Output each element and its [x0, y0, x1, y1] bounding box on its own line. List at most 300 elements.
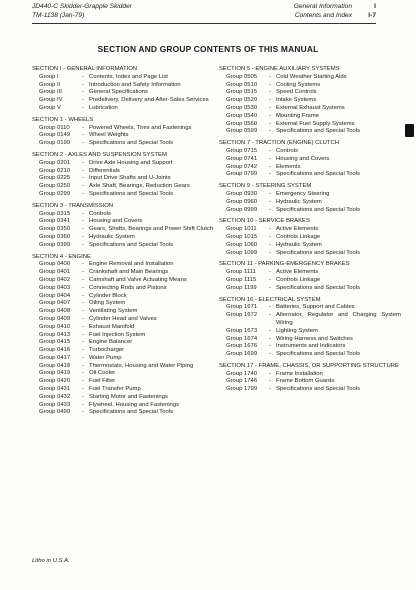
- group-entry: [32, 191, 214, 199]
- contents-line: Contents and Index: [294, 11, 352, 19]
- model-line: JD440-C Skidder-Grapple Skidder: [32, 3, 132, 10]
- group-entry: [219, 121, 401, 129]
- group-code: Group 0416: [39, 347, 71, 354]
- group-description: Thermostats, Housing and Water Piping: [89, 362, 194, 369]
- separator-dash: -: [82, 401, 84, 408]
- group-code: Group I: [39, 73, 59, 80]
- separator-dash: -: [269, 351, 271, 358]
- group-entry: [219, 269, 401, 277]
- group-description: Hydraulic System: [276, 241, 322, 248]
- section-block: [219, 297, 401, 359]
- group-entry: [32, 183, 214, 191]
- group-code: Group 0742: [226, 163, 258, 170]
- group-description: Specifications and Special Tools: [276, 128, 361, 135]
- group-description: Oiling System: [89, 300, 126, 307]
- separator-dash: -: [269, 327, 271, 334]
- group-code: Group 1740: [226, 370, 258, 377]
- group-code: Group 0431: [39, 386, 71, 393]
- separator-dash: -: [82, 284, 84, 291]
- group-code: Group IV: [39, 97, 63, 104]
- page-title: SECTION AND GROUP CONTENTS OF THIS MANUAL: [97, 44, 319, 54]
- group-description: Fuel Injection System: [89, 331, 146, 338]
- group-code: Group 0520: [226, 97, 258, 104]
- separator-dash: -: [269, 241, 271, 248]
- separator-dash: -: [269, 97, 271, 104]
- group-description: Specifications and Special Tools: [276, 351, 361, 358]
- group-description: Predelivery, Delivery and After-Sales Services: [89, 97, 209, 104]
- group-entry: [219, 82, 401, 90]
- group-description: Controls: [276, 147, 298, 154]
- group-code: Group 0420: [39, 378, 71, 385]
- group-description: External Exhaust Systems: [276, 104, 345, 111]
- group-description: Controls: [89, 210, 111, 217]
- separator-dash: -: [269, 378, 271, 385]
- group-code: Group 0408: [39, 308, 71, 315]
- group-entry: [32, 234, 214, 242]
- page-header-right: [294, 3, 352, 20]
- group-description: Specifications and Special Tools: [276, 206, 361, 213]
- group-entry: [32, 89, 214, 97]
- group-code: Group 0540: [226, 112, 258, 119]
- group-entry: [32, 277, 214, 285]
- section-block: [219, 66, 401, 136]
- separator-dash: -: [82, 183, 84, 190]
- group-description: Exhaust Manifold: [89, 323, 135, 330]
- separator-dash: -: [82, 218, 84, 225]
- group-code: Group 0149: [39, 132, 71, 139]
- separator-dash: -: [82, 276, 84, 283]
- group-entry: [219, 199, 401, 207]
- group-entry: [32, 140, 214, 148]
- group-entry: [32, 293, 214, 301]
- group-description: Cylinder Head and Valves: [89, 315, 157, 322]
- group-description: Starting Motor and Fastenings: [89, 393, 168, 400]
- separator-dash: -: [82, 190, 84, 197]
- section-title: SECTION 5 - ENGINE AUXILIARY SYSTEMS: [219, 66, 340, 72]
- group-description: Drive Axle Housing and Support: [89, 159, 173, 166]
- group-description: Contents, Index and Page List: [89, 73, 168, 80]
- section-tab-marker: [405, 124, 414, 137]
- group-description: Lubrication: [89, 104, 118, 111]
- manual-line: TM-1138 (Jan-79): [32, 11, 85, 19]
- group-entry: [219, 226, 401, 234]
- group-entry: [219, 351, 401, 359]
- group-entry: [32, 363, 214, 371]
- group-description: Active Elements: [276, 269, 319, 276]
- separator-dash: -: [82, 226, 84, 233]
- separator-dash: -: [269, 81, 271, 88]
- section-title: SECTION 11 - PARKING-EMERGENCY BRAKES: [219, 261, 350, 268]
- group-entry: [219, 234, 401, 242]
- separator-dash: -: [82, 210, 84, 217]
- separator-dash: -: [82, 124, 84, 131]
- group-entry: [32, 285, 214, 293]
- group-description: Frame Installation: [276, 370, 323, 377]
- separator-dash: -: [82, 315, 84, 322]
- group-description: Ventilating System: [89, 308, 138, 315]
- group-entry: [219, 89, 401, 97]
- group-code: Group 1671: [226, 304, 258, 311]
- group-description: Specifications and Special Tools: [89, 241, 174, 248]
- group-entry: [32, 82, 214, 90]
- group-code: Group 0599: [226, 128, 258, 135]
- group-code: Group 1676: [226, 343, 258, 350]
- group-entry: [32, 355, 214, 363]
- group-description: Active Elements: [276, 226, 319, 233]
- section-block: [219, 218, 401, 257]
- separator-dash: -: [82, 323, 84, 330]
- group-description: Specifications and Special Tools: [276, 284, 361, 291]
- page-header-left: [32, 3, 132, 20]
- separator-dash: -: [82, 97, 84, 104]
- group-code: Group 1115: [226, 276, 257, 283]
- group-entry: [32, 394, 214, 402]
- group-description: Speed Controls: [276, 89, 317, 96]
- group-description: Wiring Harness and Switches: [276, 335, 353, 342]
- section-title: SECTION 3 - TRANSMISSION: [32, 202, 114, 209]
- group-entry: [32, 269, 214, 277]
- group-entry: [219, 105, 401, 113]
- separator-dash: -: [269, 269, 271, 276]
- group-entry: [32, 226, 214, 234]
- group-description: Differentials: [89, 167, 120, 174]
- group-code: Group 0515: [226, 89, 258, 96]
- group-entry: [32, 300, 214, 308]
- group-entry: [32, 261, 214, 269]
- group-description: Oil Cooler: [89, 370, 116, 377]
- section-block: [32, 254, 214, 418]
- group-entry: [32, 332, 214, 340]
- page-number: [362, 3, 376, 20]
- group-entry: [219, 250, 401, 258]
- group-entry: [219, 336, 401, 344]
- separator-dash: -: [82, 261, 84, 268]
- page-number-top: I: [374, 3, 376, 10]
- section-block: [32, 203, 214, 250]
- contents-column-right: [219, 66, 401, 398]
- group-entry: [32, 409, 214, 417]
- group-code: Group 0199: [39, 140, 71, 147]
- section-block: [32, 117, 214, 148]
- group-description: Cylinder Block: [89, 292, 127, 299]
- group-code: Group 0432: [39, 393, 71, 400]
- group-entry: [32, 316, 214, 324]
- group-description: Fuel Filter: [89, 378, 116, 385]
- group-code: Group 0350: [39, 226, 71, 233]
- group-description: Engine Balancer: [89, 339, 133, 346]
- group-description: Specifications and Special Tools: [89, 140, 174, 147]
- group-entry: [32, 339, 214, 347]
- contents-column-left: [32, 66, 214, 421]
- group-entry: [32, 105, 214, 113]
- group-code: Group 0505: [226, 73, 258, 80]
- group-code: Group 0415: [39, 339, 71, 346]
- group-code: Group 0418: [39, 362, 71, 369]
- separator-dash: -: [269, 304, 271, 311]
- separator-dash: -: [82, 167, 84, 174]
- separator-dash: -: [269, 206, 271, 213]
- group-entry: [32, 308, 214, 316]
- group-entry: [219, 304, 401, 312]
- separator-dash: -: [82, 73, 84, 80]
- separator-dash: -: [82, 339, 84, 346]
- separator-dash: -: [269, 233, 271, 240]
- section-title: SECTION 7 - TRACTION (ENGINE) CLUTCH: [219, 140, 340, 147]
- group-description: Alternator, Regulator and Charging System Wiring: [276, 312, 401, 326]
- separator-dash: -: [269, 284, 271, 291]
- group-entry: [32, 168, 214, 176]
- group-code: Group 1111: [226, 269, 256, 276]
- separator-dash: -: [82, 175, 84, 182]
- group-description: Controls Linkage: [276, 233, 321, 240]
- group-entry: [219, 191, 401, 199]
- separator-dash: -: [269, 335, 271, 342]
- group-code: Group 0417: [39, 354, 71, 361]
- group-description: Gears, Shafts, Bearings and Power Shift Clutch: [89, 226, 214, 233]
- separator-dash: -: [82, 370, 84, 377]
- group-code: Group 1799: [226, 386, 258, 393]
- footer-litho: Litho in U.S.A.: [32, 558, 70, 564]
- group-code: Group 1674: [226, 335, 258, 342]
- section-block: [219, 363, 401, 394]
- group-code: Group 0210: [39, 167, 71, 174]
- separator-dash: -: [82, 241, 84, 248]
- group-code: Group 0402: [39, 276, 71, 283]
- separator-dash: -: [82, 386, 84, 393]
- section-block: [32, 152, 214, 199]
- group-description: Crankshaft and Main Bearings: [89, 269, 169, 276]
- group-description: Specifications and Special Tools: [89, 409, 174, 416]
- group-entry: [32, 97, 214, 105]
- group-description: Hydraulic System: [89, 233, 135, 240]
- group-code: Group 1011: [226, 226, 257, 233]
- group-description: Instruments and Indicators: [276, 343, 346, 350]
- separator-dash: -: [82, 159, 84, 166]
- group-description: Specifications and Special Tools: [89, 190, 174, 197]
- group-entry: [219, 171, 401, 179]
- group-code: Group III: [39, 89, 62, 96]
- group-entry: [32, 402, 214, 410]
- group-entry: [219, 328, 401, 336]
- group-description: Specifications and Special Tools: [276, 249, 361, 256]
- group-code: Group 1746: [226, 378, 258, 385]
- separator-dash: -: [269, 147, 271, 154]
- group-entry: [32, 378, 214, 386]
- separator-dash: -: [82, 104, 84, 111]
- group-description: Emergency Steering: [276, 190, 330, 197]
- separator-dash: -: [82, 233, 84, 240]
- group-description: Connecting Rods and Pistons: [89, 284, 167, 291]
- separator-dash: -: [269, 370, 271, 377]
- group-entry: [219, 113, 401, 121]
- group-code: Group 0201: [39, 159, 71, 166]
- group-code: Group 0419: [39, 370, 71, 377]
- section-block: [219, 183, 401, 214]
- group-description: Intake Systems: [276, 97, 317, 104]
- separator-dash: -: [269, 171, 271, 178]
- separator-dash: -: [82, 269, 84, 276]
- group-code: Group 0225: [39, 175, 71, 182]
- page-number-bottom: I-7: [368, 11, 376, 19]
- separator-dash: -: [82, 347, 84, 354]
- separator-dash: -: [269, 104, 271, 111]
- separator-dash: -: [269, 226, 271, 233]
- separator-dash: -: [82, 362, 84, 369]
- group-code: Group 1699: [226, 351, 258, 358]
- group-code: Group 0400: [39, 261, 71, 268]
- separator-dash: -: [269, 128, 271, 135]
- separator-dash: -: [269, 73, 271, 80]
- group-entry: [219, 128, 401, 136]
- separator-dash: -: [269, 249, 271, 256]
- group-description: Powered Wheels, Tires and Fastenings: [89, 124, 192, 131]
- group-entry: [32, 347, 214, 355]
- group-code: Group 1015: [226, 233, 258, 240]
- group-description: Flywheel, Housing and Fastenings: [89, 401, 180, 408]
- group-code: Group 0299: [39, 190, 71, 197]
- separator-dash: -: [82, 308, 84, 315]
- group-description: General Specifications: [89, 89, 148, 96]
- group-code: Group 0499: [39, 409, 71, 416]
- group-code: Group 0530: [226, 104, 258, 111]
- separator-dash: -: [269, 343, 271, 350]
- group-entry: [219, 97, 401, 105]
- group-description: Lighting System: [276, 327, 318, 334]
- group-code: Group 0401: [39, 269, 71, 276]
- group-code: Group 0741: [226, 155, 258, 162]
- section-title: SECTION 4 - ENGINE: [32, 253, 91, 260]
- group-description: Camshaft and Valve Actuating Means: [89, 276, 187, 283]
- group-description: Specifications and Special Tools: [276, 386, 361, 393]
- group-code: Group 0799: [226, 171, 258, 178]
- group-entry: [219, 386, 401, 394]
- separator-dash: -: [269, 155, 271, 162]
- group-entry: [32, 160, 214, 168]
- group-entry: [32, 211, 214, 219]
- separator-dash: -: [82, 409, 84, 416]
- section-title: SECTION 10 - SERVICE BRAKES: [219, 218, 310, 225]
- group-description: Introduction and Safety Information: [89, 81, 181, 88]
- group-code: Group 0413: [39, 331, 71, 338]
- separator-dash: -: [82, 300, 84, 307]
- separator-dash: -: [269, 276, 271, 283]
- group-entry: [32, 324, 214, 332]
- group-description: Fuel Transfer Pump: [89, 386, 141, 393]
- separator-dash: -: [269, 312, 271, 319]
- separator-dash: -: [269, 190, 271, 197]
- section-block: [219, 261, 401, 292]
- group-entry: [219, 207, 401, 215]
- group-entry: [219, 312, 401, 328]
- header-rule: [32, 23, 376, 24]
- group-code: Group V: [39, 104, 61, 111]
- section-title: SECTION 2 - AXLES AND SUSPENSION SYSTEM: [32, 151, 167, 158]
- separator-dash: -: [82, 393, 84, 400]
- group-code: Group 0360: [39, 233, 71, 240]
- group-entry: [219, 371, 401, 379]
- group-entry: [32, 175, 214, 183]
- group-entry: [219, 156, 401, 164]
- group-code: Group 1199: [226, 284, 257, 291]
- group-code: Group 0110: [39, 124, 70, 131]
- group-description: Batteries, Support and Cables: [276, 304, 355, 311]
- group-description: Housing and Covers: [89, 218, 143, 225]
- section-block: [32, 66, 214, 113]
- section-title: SECTION I - GENERAL INFORMATION: [32, 66, 138, 72]
- separator-dash: -: [82, 81, 84, 88]
- group-code: Group 1672: [226, 312, 258, 319]
- separator-dash: -: [269, 112, 271, 119]
- separator-dash: -: [269, 120, 271, 127]
- group-entry: [219, 242, 401, 250]
- group-entry: [219, 378, 401, 386]
- group-description: Cold Weather Starting Aids: [276, 73, 347, 80]
- group-code: Group 0930: [226, 190, 258, 197]
- separator-dash: -: [269, 198, 271, 205]
- group-description: Housing and Covers: [276, 155, 330, 162]
- separator-dash: -: [269, 386, 271, 393]
- group-entry: [219, 164, 401, 172]
- group-entry: [219, 277, 401, 285]
- group-code: Group 0399: [39, 241, 71, 248]
- group-code: Group 0341: [39, 218, 71, 225]
- group-description: Axle Shaft, Bearings, Reduction Gears: [89, 183, 190, 190]
- group-code: Group 0250: [39, 183, 71, 190]
- group-code: Group 0404: [39, 292, 71, 299]
- separator-dash: -: [82, 132, 84, 139]
- group-description: Turbocharger: [89, 347, 125, 354]
- group-description: Wheel Weights: [89, 132, 129, 139]
- group-description: Elements: [276, 163, 301, 170]
- separator-dash: -: [82, 331, 84, 338]
- separator-dash: -: [82, 140, 84, 147]
- separator-dash: -: [269, 163, 271, 170]
- group-code: Group 0433: [39, 401, 71, 408]
- separator-dash: -: [82, 354, 84, 361]
- group-description: Input Drive Shafts and U-Joints: [89, 175, 171, 182]
- section-line: General Information: [293, 3, 352, 10]
- section-title: SECTION 9 - STEERING SYSTEM: [219, 183, 312, 190]
- group-entry: [32, 125, 214, 133]
- group-code: Group 0410: [39, 323, 71, 330]
- section-title: SECTION 1 - WHEELS: [32, 116, 94, 123]
- separator-dash: -: [82, 292, 84, 299]
- group-entry: [32, 218, 214, 226]
- group-code: Group 1673: [226, 327, 258, 334]
- group-code: Group 0560: [226, 120, 258, 127]
- group-description: Mounting Frame: [276, 112, 319, 119]
- section-title: SECTION 17 - FRAME, CHASSIS, OR SUPPORTING STRUCTURE: [219, 362, 399, 369]
- group-code: Group 1099: [226, 249, 258, 256]
- group-entry: [32, 386, 214, 394]
- separator-dash: -: [82, 378, 84, 385]
- group-code: Group 0315: [39, 210, 71, 217]
- group-entry: [219, 74, 401, 82]
- group-description: External Fuel Supply Systems: [276, 120, 355, 127]
- group-entry: [219, 148, 401, 156]
- group-entry: [32, 74, 214, 82]
- group-description: Engine Removal and Installation: [89, 261, 174, 268]
- group-entry: [219, 285, 401, 293]
- group-description: Cooling Systems: [276, 81, 321, 88]
- separator-dash: -: [269, 89, 271, 96]
- group-description: Specifications and Special Tools: [276, 171, 361, 178]
- group-code: Group 0510: [226, 81, 258, 88]
- group-entry: [32, 132, 214, 140]
- group-entry: [32, 370, 214, 378]
- group-code: Group 1060: [226, 241, 258, 248]
- group-code: Group 0407: [39, 300, 71, 307]
